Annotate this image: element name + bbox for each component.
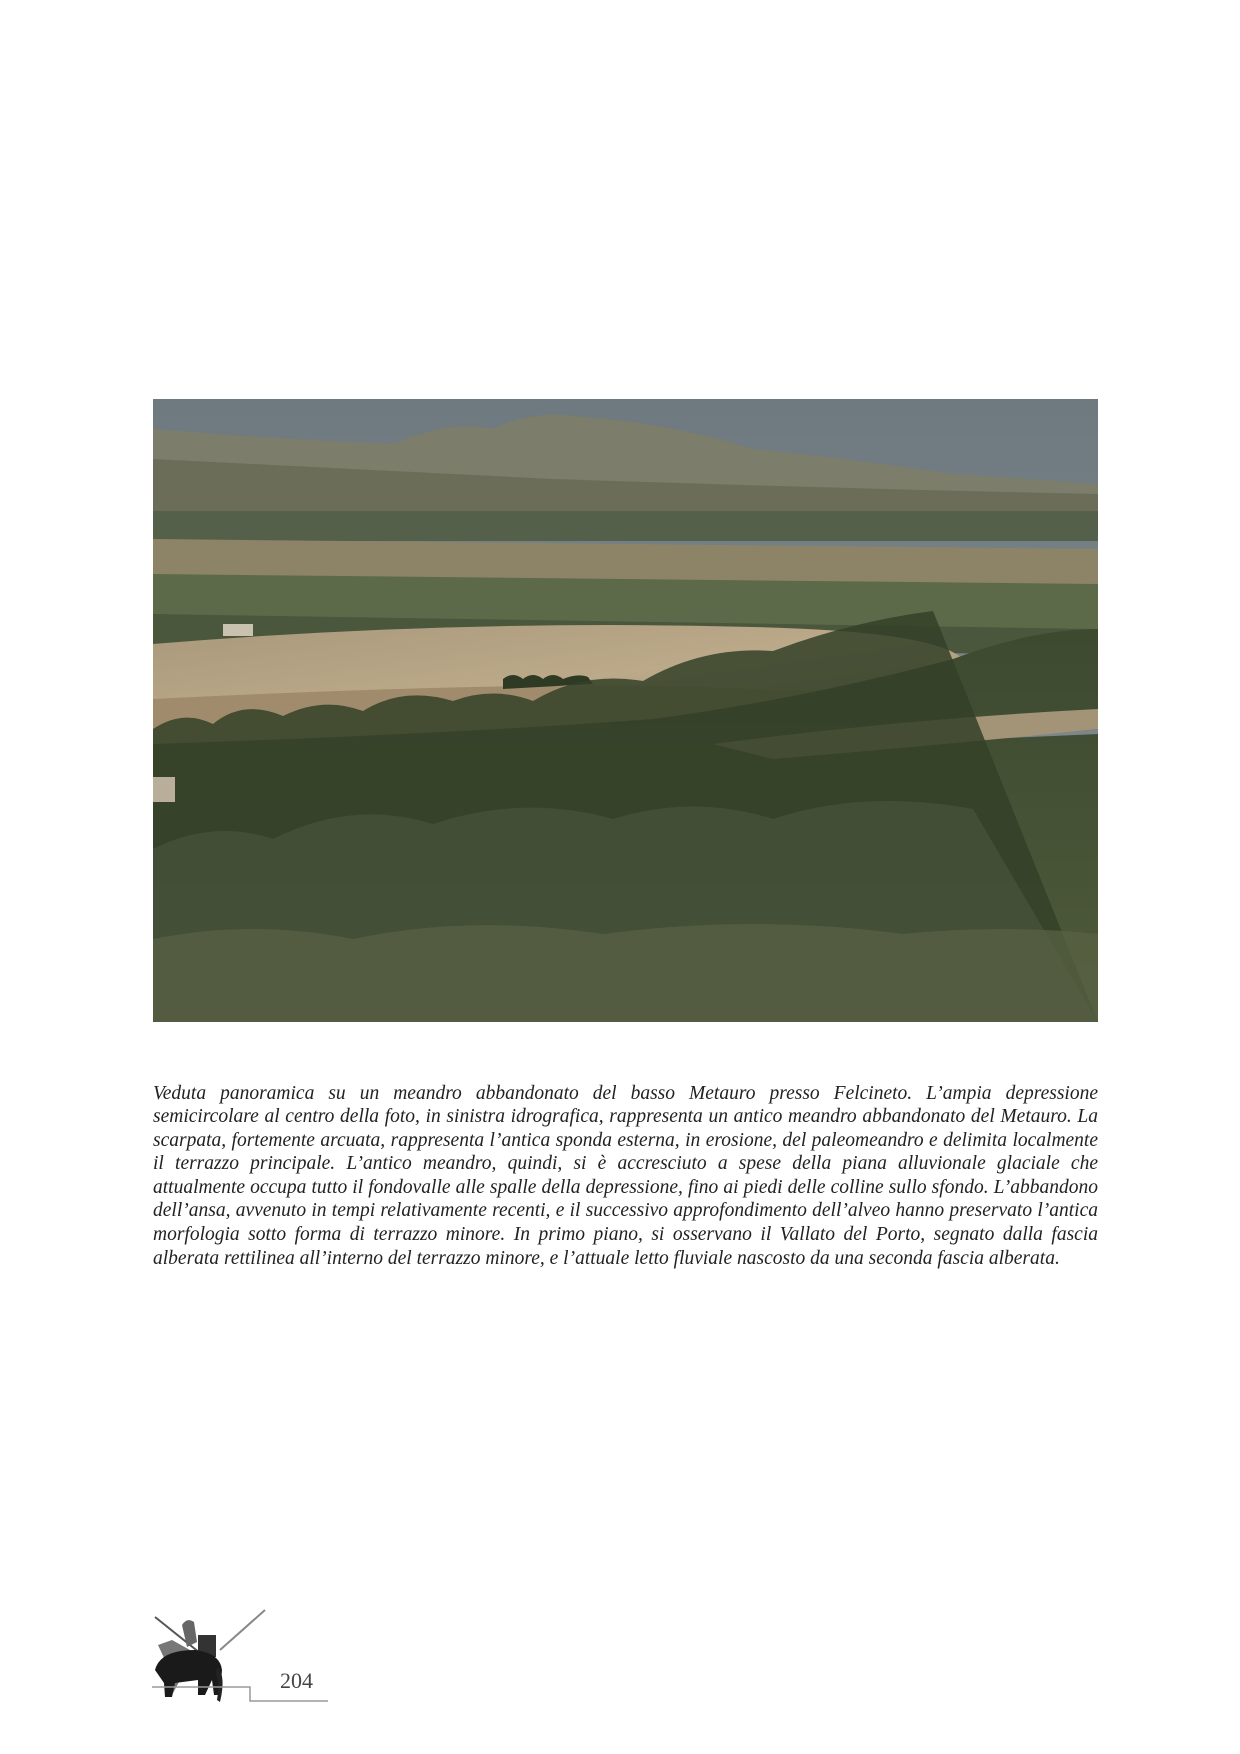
photo-caption: Veduta panoramica su un meandro abbandonato del basso Metauro presso Felcineto. L’ampia depressione semicircolare al centro della foto, in sinistra idrografica, rappresenta un antico meandro abbandonato del Metauro. La scarpata, fortemente arcuata, rappresenta l’antica sponda esterna, in erosione, del paleomeandro e delimita localmente il terrazzo principale. L’antico meandro, quindi, si è accresciuto a spese della piana alluvionale glaciale che attualmente occupa tutto il fondovalle alle spalle della depressione, fino ai piedi delle colline sullo sfondo. L’abbandono dell’ansa, avvenuto in tempi relativamente recenti, e il successivo approfondimento dell’alveo hanno preservato l’antica morfologia sotto forma di terrazzo minore. In primo piano, si osservano il Vallato del Porto, segnato dalla fascia alberata rettilinea all’interno del terrazzo minore, e l’attuale letto fluviale nascosto da una seconda fascia alberata. (153, 1082, 1098, 1269)
page-number: 204 (280, 1668, 313, 1693)
landscape-photo (153, 399, 1098, 1022)
